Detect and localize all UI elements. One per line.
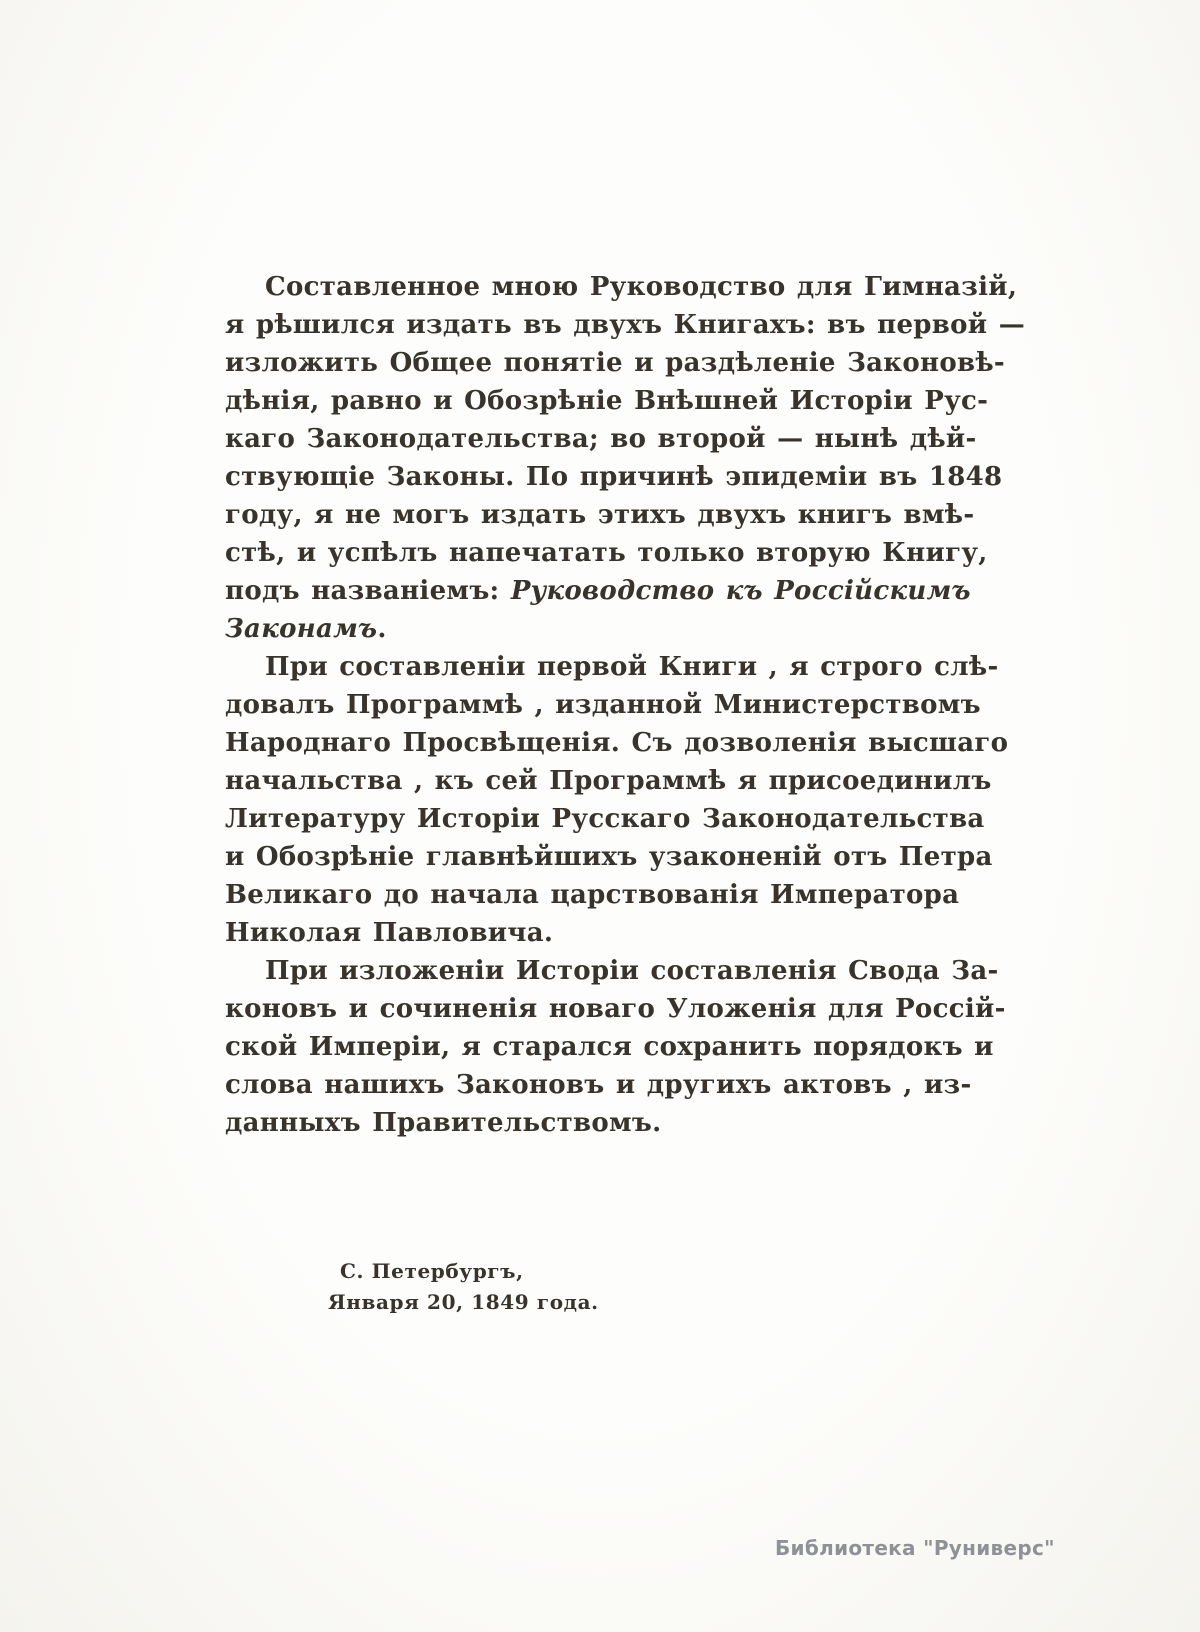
text-segment: каго Законодательства; во второй — нынѣ дѣй- — [225, 424, 977, 454]
text-line — [225, 1028, 994, 1066]
text-line — [225, 382, 989, 420]
paragraph — [225, 952, 1006, 1142]
text-segment: и Обозрѣніе главнѣйшихъ узаконеній отъ Петра — [225, 842, 993, 872]
text-segment: ской Имперіи, я старался сохранить порядокъ и — [225, 1032, 994, 1062]
text-line — [225, 306, 1026, 344]
text-line — [225, 496, 975, 534]
imprint-place: С. Петербургъ, — [340, 1259, 524, 1283]
text-line — [225, 686, 981, 724]
text-line — [225, 572, 971, 610]
text-line — [225, 762, 992, 800]
imprint — [328, 1256, 599, 1318]
paragraph — [225, 648, 1009, 952]
text-line — [225, 420, 977, 458]
text-line — [225, 800, 985, 838]
text-line — [225, 268, 1018, 306]
text-line — [225, 838, 993, 876]
text-segment: данныхъ Правительствомъ. — [225, 1108, 662, 1138]
text-line — [225, 610, 941, 648]
text-segment: . — [377, 614, 387, 644]
text-segment: Литературу Исторіи Русскаго Законодательства — [225, 804, 985, 834]
page-text — [225, 268, 1026, 1142]
text-segment: ствующіе Законы. По причинѣ эпидеміи въ 1848 — [225, 462, 1003, 492]
paragraph — [225, 268, 1026, 648]
text-line — [225, 458, 1003, 496]
text-segment: слова нашихъ Законовъ и другихъ актовъ , из- — [225, 1070, 972, 1100]
text-line — [225, 876, 960, 914]
text-segment: довалъ Программѣ , изданной Министерствомъ — [225, 690, 981, 720]
text-line — [225, 648, 999, 686]
text-segment: коновъ и сочиненія новаго Уложенія для Россій- — [225, 994, 1006, 1024]
text-line — [225, 534, 988, 572]
text-line — [225, 1104, 941, 1142]
italic-text-segment: Руководство къ Россійскимъ — [510, 576, 971, 606]
text-segment: изложить Общее понятіе и раздѣленіе Законовѣ- — [225, 348, 1006, 378]
text-segment: я рѣшился издать въ двухъ Книгахъ: въ первой — — [225, 310, 1026, 340]
text-segment: При составленіи первой Книги , я строго слѣ- — [265, 652, 999, 682]
italic-text-segment: Законамъ — [225, 614, 378, 644]
imprint-date: Января 20, 1849 года. — [328, 1290, 599, 1314]
text-segment: Николая Павловича. — [225, 918, 554, 948]
text-segment: начальства , къ сей Программѣ я присоединилъ — [225, 766, 992, 796]
text-line — [225, 724, 1009, 762]
text-line — [225, 344, 1006, 382]
text-line — [225, 914, 941, 952]
text-line — [225, 952, 999, 990]
text-segment: году, я не могъ издать этихъ двухъ книгъ вмѣ- — [225, 500, 975, 530]
text-segment: подъ названіемъ: — [225, 576, 511, 606]
text-segment: стѣ, и успѣлъ напечатать только вторую Книгу, — [225, 538, 988, 568]
text-segment: Великаго до начала царствованія Императора — [225, 880, 960, 910]
text-line — [225, 990, 1006, 1028]
text-segment: дѣнія, равно и Обозрѣніе Внѣшней Исторіи Рус- — [225, 386, 989, 416]
text-line — [225, 1066, 972, 1104]
text-segment: Составленное мною Руководство для Гимназій, — [265, 272, 1018, 302]
text-segment: Народнаго Просвѣщенія. Съ дозволенія высшаго — [225, 728, 1009, 758]
library-watermark: Библиотека "Руниверс" — [775, 1536, 1055, 1560]
text-segment: При изложеніи Исторіи составленія Свода За- — [265, 956, 999, 986]
